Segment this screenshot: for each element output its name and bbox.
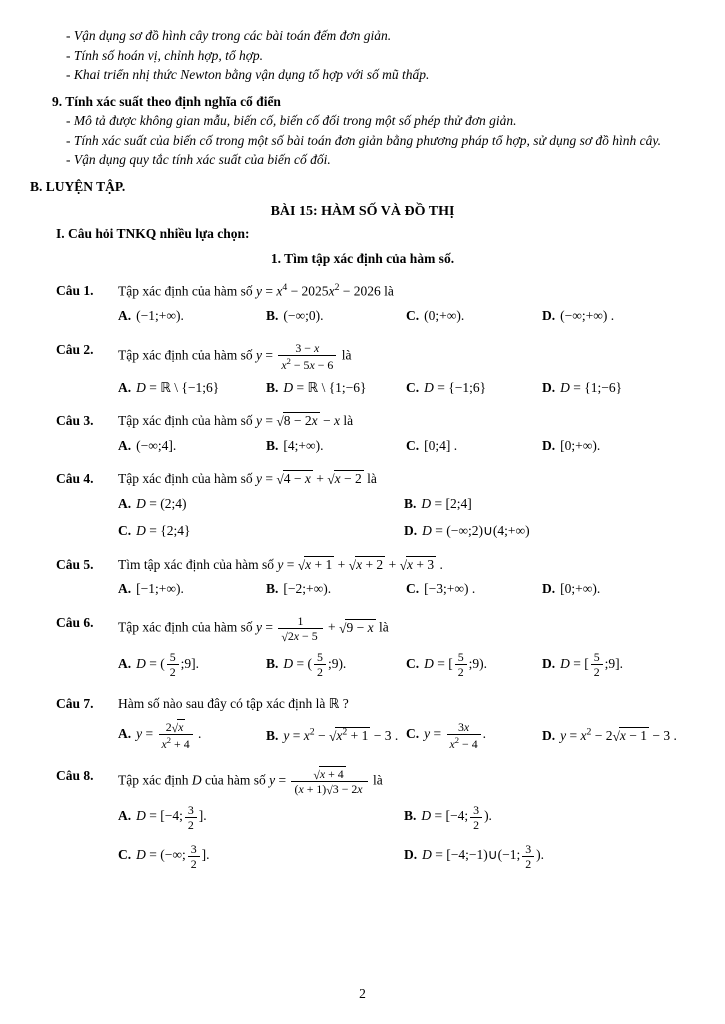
radical-icon: √	[348, 557, 357, 573]
option-text: [0;+∞).	[560, 437, 601, 453]
option-letter: C.	[406, 307, 420, 323]
sqrt-expression: √x + 2	[349, 555, 386, 575]
option-c	[118, 521, 404, 541]
page-number: 2	[359, 986, 366, 1002]
question-3-stem: Tập xác định của hàm số y = √8 − 2x − x là	[118, 411, 695, 431]
option-d	[542, 579, 695, 599]
sqrt-expression: $√x^2 + 1$	[329, 725, 370, 745]
fraction: $\frac{1}{√2x - 5}$	[278, 614, 322, 643]
option-text: (−∞;4].	[136, 437, 177, 453]
option-a	[118, 719, 266, 752]
option-b	[266, 579, 406, 599]
option-text: [4;+∞).	[283, 437, 324, 453]
option-text: D = ( $\frac{5}{2}$ ;9].	[136, 650, 200, 679]
option-letter: C.	[118, 847, 132, 863]
option-c	[406, 719, 542, 752]
sqrt-expression: √x	[171, 719, 184, 735]
heading-9: 9. Tính xác suất theo định nghĩa cổ điển	[52, 93, 281, 109]
option-b	[266, 436, 406, 456]
option-c	[406, 436, 542, 456]
option-a	[118, 579, 266, 599]
question-4	[56, 469, 695, 541]
option-letter: C.	[406, 379, 420, 395]
option-b	[266, 725, 406, 745]
option-letter: B.	[404, 495, 417, 511]
option-d	[542, 649, 695, 680]
radical-icon: √	[276, 414, 284, 430]
option-text: (−∞;0).	[283, 307, 324, 323]
option-letter: B.	[266, 581, 279, 597]
question-5-content	[118, 555, 695, 599]
sqrt-expression: √9 − x	[339, 618, 376, 638]
radical-icon: √	[399, 557, 407, 573]
question-1-stem: Tập xác định của hàm số $y = x^4 - 2025x^2 - 2026$ là	[118, 281, 394, 299]
fraction: $\frac{3}{2}$	[522, 842, 534, 871]
option-letter: A.	[118, 726, 132, 742]
question-1-options	[118, 306, 695, 326]
question-8-label: Câu 8.	[56, 767, 94, 783]
option-a	[118, 306, 266, 326]
option-text: D = [−4; $\frac{3}{2}$ ).	[421, 802, 492, 832]
radical-icon: √	[326, 782, 333, 797]
fraction: $\frac{2√x}{x^2 + 4}$	[159, 720, 193, 751]
question-5-options	[118, 579, 695, 599]
option-text: (−1;+∞).	[136, 307, 184, 323]
fraction: $\frac{5}{2}$	[167, 650, 179, 679]
question-8-content	[118, 766, 695, 872]
radical-icon: √	[329, 728, 337, 744]
sqrt-expression: √8 − 2x	[276, 411, 319, 431]
option-text: D = ℝ \ {1;−6}	[283, 379, 367, 395]
option-text: [−3;+∞) .	[424, 581, 476, 597]
fraction: $\frac{3}{2}$	[185, 803, 197, 832]
question-3	[56, 411, 695, 455]
option-letter: D.	[542, 307, 556, 323]
option-text: (0;+∞).	[424, 307, 465, 323]
option-text: $y = x^2 - 2√x - 1 - 3$ .	[560, 728, 677, 743]
question-2	[56, 340, 695, 398]
sqrt-expression: √x + 4	[313, 766, 344, 782]
fraction: $\frac{3x}{x^2 - 4}$	[447, 720, 481, 751]
option-c	[118, 841, 404, 872]
sqrt-expression: √x + 3	[400, 555, 437, 575]
option-text: D = [ $\frac{5}{2}$ ;9].	[560, 650, 624, 679]
heading-9-bullet-2: - Tính xác suất của biến cố trong một số bài toán đơn giản bằng phương pháp tổ hợp, sử dụng sơ đồ hình cây.	[66, 132, 662, 148]
option-letter: B.	[266, 655, 279, 671]
option-a	[118, 378, 266, 398]
heading-9-bullet-3: - Vận dụng quy tắc tính xác suất của biến cố đối.	[66, 152, 331, 168]
option-c	[406, 378, 542, 398]
option-text: [0;4] .	[424, 437, 458, 453]
option-text: D = {−1;6}	[424, 379, 487, 395]
option-text: D = {2;4}	[136, 523, 191, 539]
option-letter: C.	[406, 655, 420, 671]
option-d	[404, 521, 695, 541]
option-d	[404, 841, 695, 872]
option-d	[542, 306, 695, 326]
fraction: $\frac{3}{2}$	[188, 842, 200, 871]
option-b	[266, 649, 406, 680]
intro-bullet-3: - Khai triển nhị thức Newton bằng vận dụng tổ hợp với số mũ thấp.	[66, 67, 430, 83]
option-text: [0;+∞).	[560, 581, 601, 597]
question-2-stem: Tập xác định của hàm số y = $\frac{3 - x}{x^2 - 5x - 6}$ là	[118, 340, 352, 372]
question-3-label: Câu 3.	[56, 413, 94, 429]
option-text: D = {1;−6}	[560, 379, 623, 395]
option-letter: B.	[266, 727, 279, 743]
question-7	[56, 694, 695, 752]
option-letter: C.	[406, 437, 420, 453]
question-6	[56, 613, 695, 680]
option-letter: A.	[118, 379, 132, 395]
option-letter: A.	[118, 581, 132, 597]
question-5-stem: Tìm tập xác định của hàm số y = √x + 1 + √x + 2 + √x + 3 .	[118, 555, 695, 575]
option-text: D = [−4;−1)∪(−1; $\frac{3}{2}$ ).	[422, 841, 545, 871]
option-b	[404, 494, 695, 514]
option-a	[118, 494, 404, 514]
fraction: $\frac{5}{2}$	[314, 650, 326, 679]
section-b-heading: B. LUYỆN TẬP.	[30, 178, 126, 194]
option-letter: B.	[266, 379, 279, 395]
question-7-stem: Hàm số nào sau đây có tập xác định là ℝ ?	[118, 696, 349, 711]
radical-icon: √	[313, 767, 320, 782]
question-1-label: Câu 1.	[56, 282, 94, 298]
option-text: D = (2;4)	[136, 495, 187, 511]
option-d	[542, 725, 695, 745]
intro-bullet-2: - Tính số hoán vị, chỉnh hợp, tổ hợp.	[66, 47, 264, 63]
sqrt-expression: √x + 1	[298, 555, 335, 575]
radical-icon: √	[171, 720, 179, 735]
subsection-title: 1. Tìm tập xác định của hàm số.	[270, 251, 455, 267]
option-letter: D.	[404, 523, 418, 539]
option-text: y = $\frac{2√x}{x^2 + 4}$ .	[136, 719, 202, 751]
fraction: $\frac{5}{2}$	[591, 650, 603, 679]
question-8-options	[118, 802, 695, 872]
option-text: D = [ $\frac{5}{2}$ ;9).	[424, 650, 488, 679]
option-b	[404, 802, 695, 833]
option-letter: D.	[404, 847, 418, 863]
option-text: (−∞;+∞) .	[560, 307, 615, 323]
question-6-options	[118, 649, 695, 680]
intro-bullet-1: - Vận dụng sơ đồ hình cây trong các bài toán đếm đơn giản.	[66, 28, 392, 43]
option-text: [−2;+∞).	[283, 581, 332, 597]
option-text: D = (−∞; $\frac{3}{2}$ ].	[136, 841, 210, 871]
option-a	[118, 649, 266, 680]
radical-icon: √	[281, 630, 288, 644]
sqrt-expression: √2x − 5	[281, 629, 318, 644]
option-text: D = ( $\frac{5}{2}$ ;9).	[283, 650, 347, 679]
option-c	[406, 649, 542, 680]
option-letter: B.	[266, 437, 279, 453]
option-letter: C.	[118, 523, 132, 539]
sqrt-expression: √x − 2	[327, 469, 364, 489]
option-text: $y = x^2 - √x^2 + 1 - 3$ .	[283, 728, 398, 743]
fraction: $\frac{3 - x}{x^2 - 5x - 6}$	[278, 341, 336, 372]
option-letter: D.	[542, 655, 556, 671]
question-1-content	[118, 281, 695, 326]
question-5-label: Câu 5.	[56, 556, 94, 572]
option-text: y = $\frac{3x}{x^2 - 4}$ .	[424, 719, 487, 751]
option-a	[118, 436, 266, 456]
option-a	[118, 802, 404, 833]
question-8	[56, 766, 695, 872]
option-letter: D.	[542, 437, 556, 453]
question-7-content	[118, 694, 695, 752]
intro-section	[30, 26, 695, 269]
option-text: D = [2;4]	[421, 495, 472, 511]
question-6-content	[118, 613, 695, 680]
radical-icon: √	[339, 620, 347, 636]
sqrt-expression: √4 − x	[276, 469, 313, 489]
fraction: $\frac{3}{2}$	[470, 803, 482, 832]
question-4-label: Câu 4.	[56, 471, 94, 487]
lesson-title: BÀI 15: HÀM SỐ VÀ ĐỒ THỊ	[270, 203, 455, 219]
option-c	[406, 579, 542, 599]
question-2-label: Câu 2.	[56, 341, 94, 357]
option-d	[542, 378, 695, 398]
option-letter: A.	[118, 495, 132, 511]
question-3-content	[118, 411, 695, 455]
radical-icon: √	[327, 472, 335, 488]
option-letter: B.	[266, 307, 279, 323]
option-letter: C.	[406, 581, 420, 597]
fraction: $\frac{√x + 4}{(x + 1)√3 - 2x}$	[291, 767, 367, 796]
question-7-options	[118, 719, 695, 752]
option-letter: D.	[542, 581, 556, 597]
question-4-options	[118, 494, 695, 541]
question-7-label: Câu 7.	[56, 696, 94, 711]
sqrt-expression: √3 − 2x	[326, 781, 363, 797]
question-4-content	[118, 469, 695, 541]
option-text: [−1;+∞).	[136, 581, 184, 597]
heading-9-bullet-1: - Mô tả được không gian mẫu, biến cố, biến cố đối trong một số phép thử đơn giản.	[66, 113, 517, 129]
option-letter: B.	[404, 808, 417, 824]
option-d	[542, 436, 695, 456]
option-letter: A.	[118, 437, 132, 453]
section-i-heading: I. Câu hỏi TNKQ nhiều lựa chọn:	[56, 225, 250, 241]
option-letter: A.	[118, 307, 132, 323]
question-4-stem: Tập xác định của hàm số y = √4 − x + √x − 2 là	[118, 469, 695, 489]
question-1	[56, 281, 695, 326]
question-2-options	[118, 378, 695, 398]
option-letter: C.	[406, 726, 420, 742]
option-letter: A.	[118, 808, 132, 824]
option-text: D = ℝ \ {−1;6}	[136, 379, 220, 395]
radical-icon: √	[297, 557, 306, 573]
option-letter: D.	[542, 379, 556, 395]
option-text: D = [−4; $\frac{3}{2}$ ].	[136, 802, 207, 832]
sqrt-expression: √x − 1	[612, 726, 649, 746]
option-letter: D.	[542, 727, 556, 743]
option-b	[266, 306, 406, 326]
option-c	[406, 306, 542, 326]
option-b	[266, 378, 406, 398]
option-letter: A.	[118, 655, 132, 671]
fraction: $\frac{5}{2}$	[455, 650, 467, 679]
question-3-options	[118, 436, 695, 456]
option-text: D = (−∞;2)∪(4;+∞)	[422, 523, 530, 539]
question-8-stem: Tập xác định D của hàm số y = $\frac{√x + 4}{(x + 1)√3 - 2x}$ là	[118, 766, 383, 797]
question-6-stem: Tập xác định của hàm số y = $\frac{1}{√2x - 5}$ + √9 − x là	[118, 614, 389, 644]
radical-icon: √	[276, 472, 284, 488]
radical-icon: √	[612, 728, 620, 744]
question-2-content	[118, 340, 695, 398]
questions-section	[30, 281, 695, 872]
question-6-label: Câu 6.	[56, 615, 94, 630]
question-5	[56, 555, 695, 599]
